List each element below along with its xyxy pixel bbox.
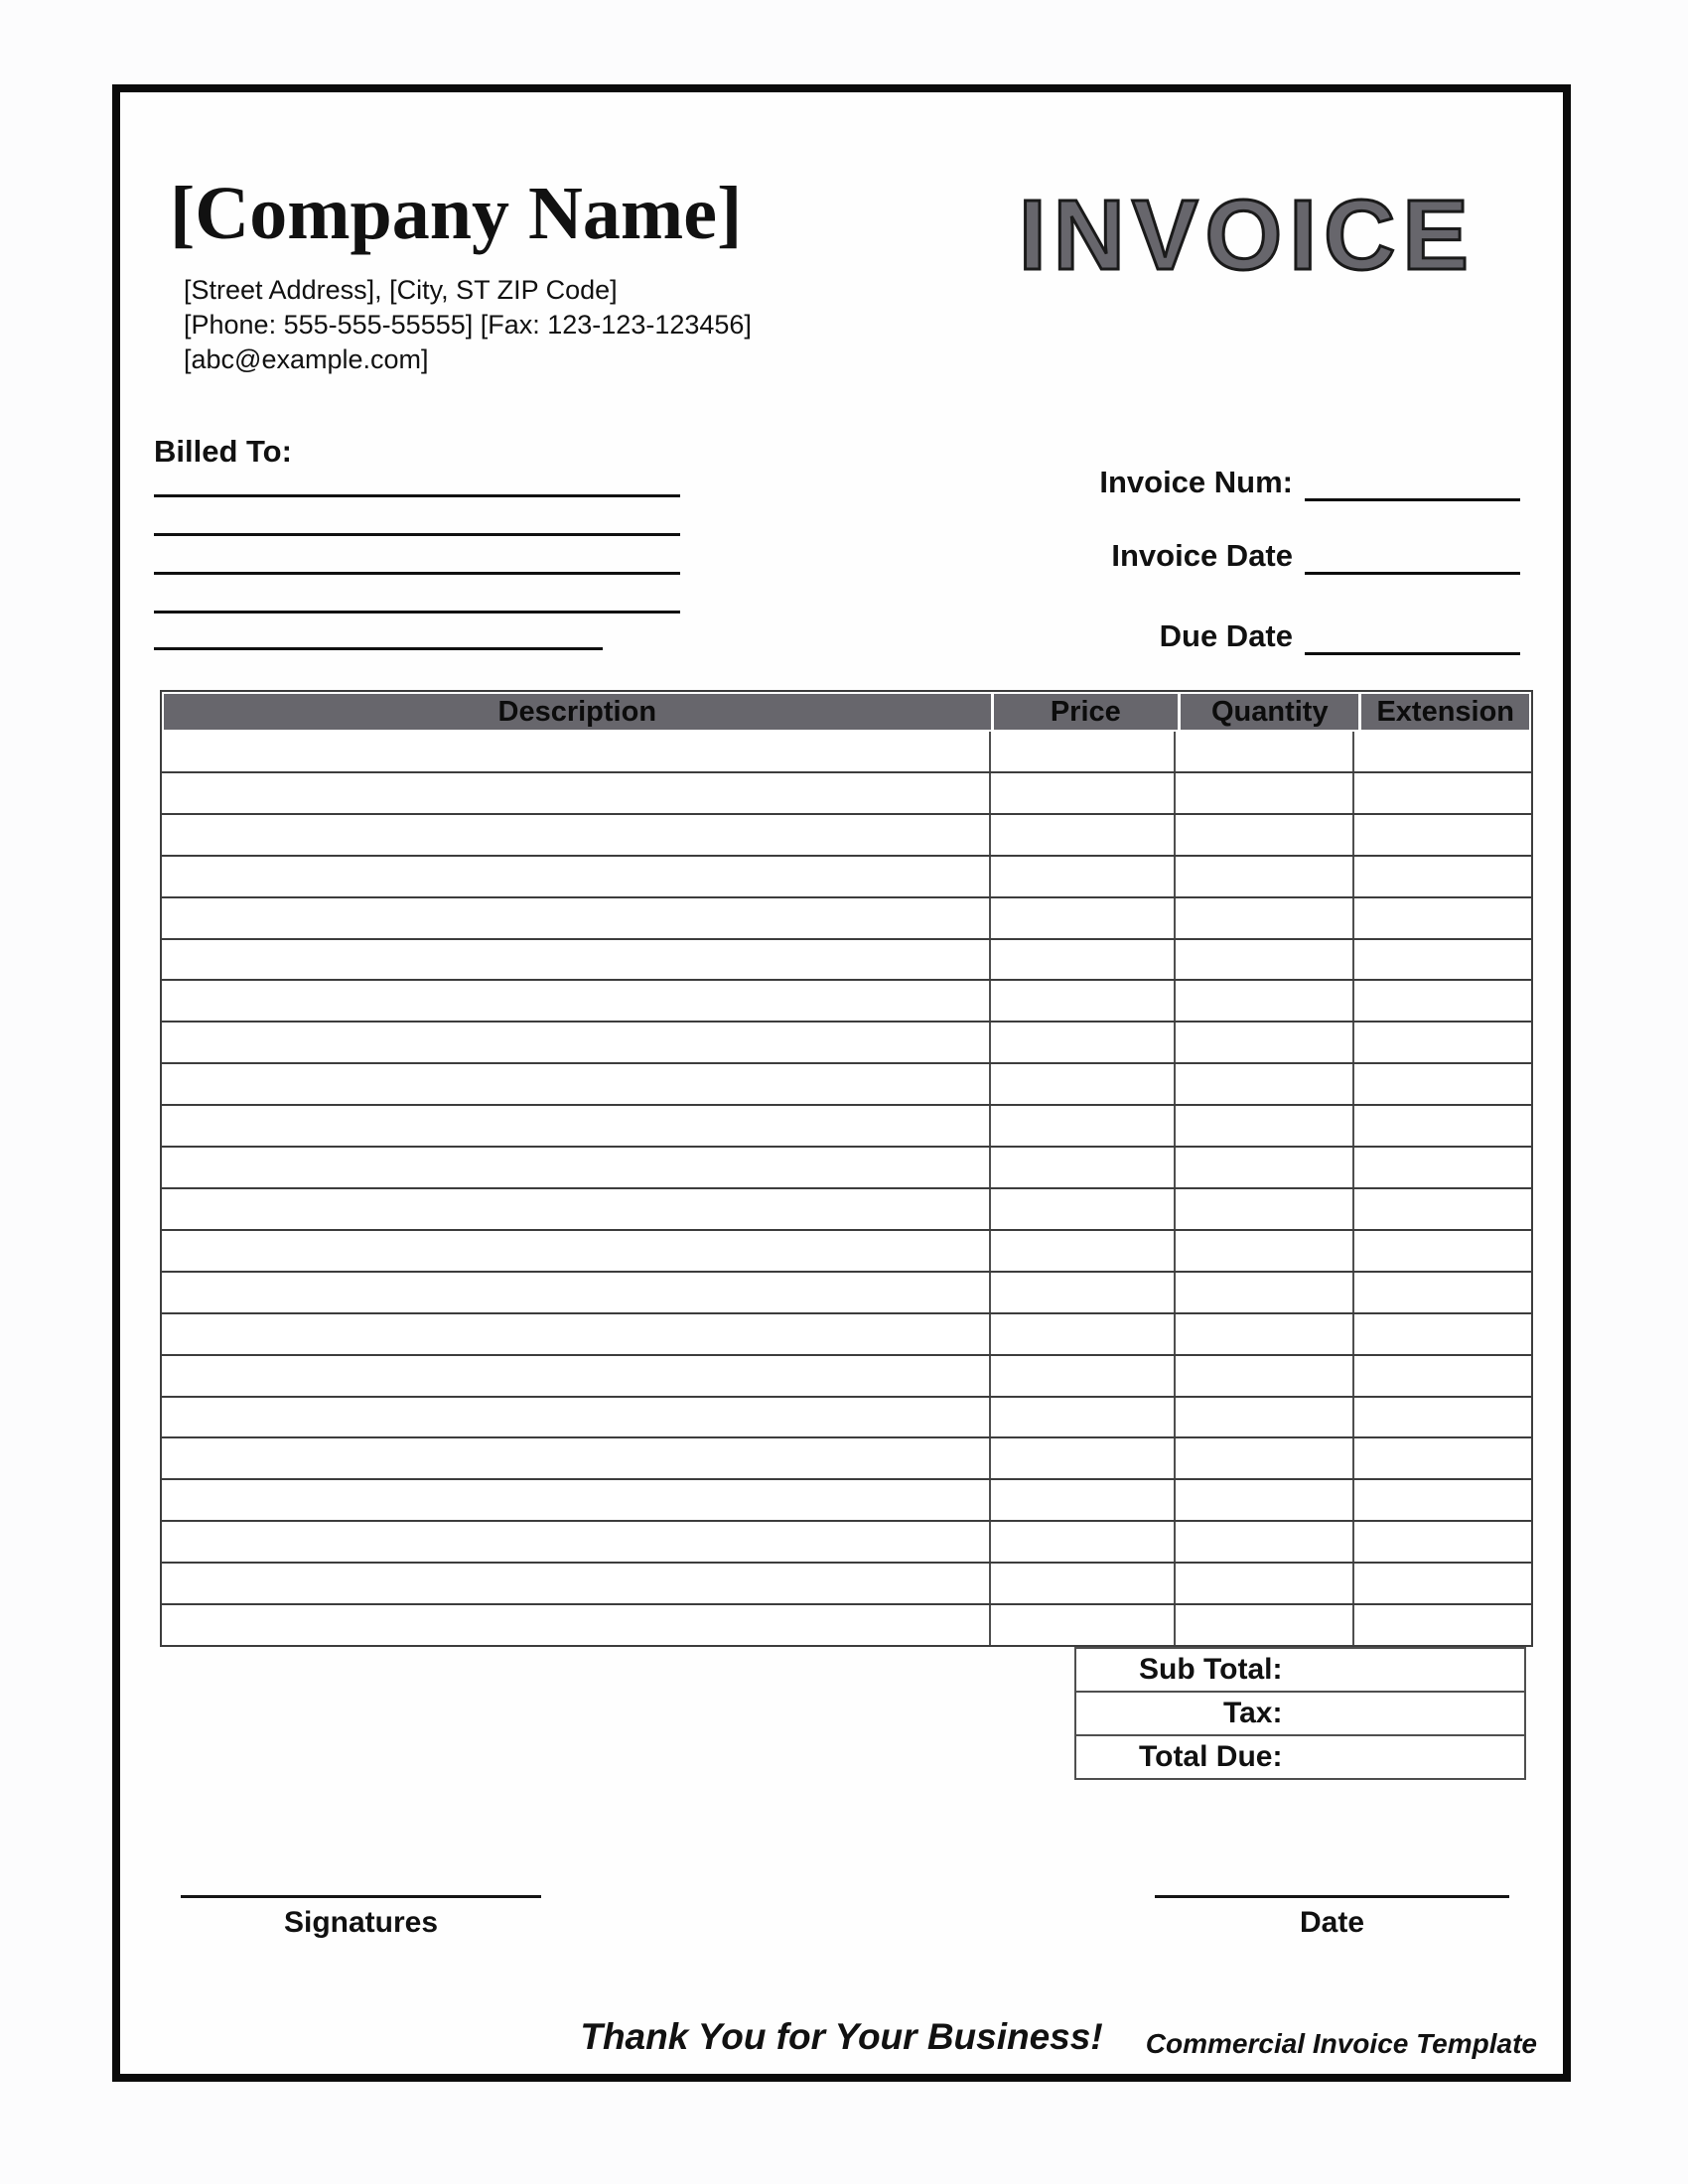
invoice-page — [112, 84, 1571, 2082]
invoice-date-field-label: Invoice Date — [1111, 538, 1293, 573]
table-cell[interactable] — [1354, 940, 1531, 980]
column-header-description: Description — [164, 694, 991, 730]
table-cell[interactable] — [1354, 1189, 1531, 1229]
table-cell[interactable] — [991, 1023, 1176, 1062]
total-due-row-value[interactable] — [1282, 1736, 1524, 1778]
table-cell[interactable] — [991, 1564, 1176, 1603]
table-cell[interactable] — [162, 773, 991, 813]
table-cell[interactable] — [1354, 1480, 1531, 1520]
table-cell[interactable] — [1176, 1106, 1354, 1146]
table-cell[interactable] — [1176, 1522, 1354, 1562]
table-cell[interactable] — [1354, 1023, 1531, 1062]
column-header-price: Price — [994, 694, 1178, 730]
billed-to-line[interactable] — [154, 494, 680, 497]
table-cell[interactable] — [162, 1064, 991, 1104]
company-address-line: [abc@example.com] — [184, 344, 429, 374]
billed-to-label: Billed To: — [154, 434, 292, 469]
due-date-field-row — [1160, 615, 1520, 655]
table-cell[interactable] — [991, 1314, 1176, 1354]
table-row — [162, 771, 1531, 813]
subtotal-row — [1076, 1649, 1524, 1691]
tax-row-value[interactable] — [1282, 1693, 1524, 1734]
table-body — [162, 732, 1531, 1645]
table-cell[interactable] — [991, 857, 1176, 896]
table-cell[interactable] — [1176, 1605, 1354, 1645]
footer-template-label: Commercial Invoice Template — [1145, 2028, 1537, 2059]
table-cell[interactable] — [162, 857, 991, 896]
line-items-table — [160, 690, 1533, 1647]
subtotal-row-label: Sub Total: — [1139, 1653, 1283, 1686]
date-line[interactable] — [1155, 1860, 1509, 1898]
signature-label: Signatures — [283, 1906, 439, 1939]
table-cell[interactable] — [162, 1106, 991, 1146]
table-cell[interactable] — [1354, 732, 1531, 771]
table-cell[interactable] — [162, 1522, 991, 1562]
column-header-extension: Extension — [1361, 694, 1529, 730]
table-cell[interactable] — [1354, 773, 1531, 813]
table-cell[interactable] — [991, 940, 1176, 980]
signature-line[interactable] — [181, 1860, 541, 1898]
table-row — [162, 1520, 1531, 1562]
table-row — [162, 1062, 1531, 1104]
table-cell[interactable] — [991, 1480, 1176, 1520]
table-row — [162, 1271, 1531, 1312]
table-cell[interactable] — [1176, 1480, 1354, 1520]
table-cell[interactable] — [991, 1231, 1176, 1271]
table-row — [162, 1187, 1531, 1229]
due-date-field-label: Due Date — [1159, 618, 1293, 653]
table-cell[interactable] — [1176, 815, 1354, 855]
table-cell[interactable] — [162, 1273, 991, 1312]
table-cell[interactable] — [991, 1438, 1176, 1478]
table-cell[interactable] — [991, 1522, 1176, 1562]
table-cell[interactable] — [1354, 1106, 1531, 1146]
table-cell[interactable] — [991, 732, 1176, 771]
total-due-row-label: Total Due: — [1139, 1740, 1283, 1773]
table-cell[interactable] — [162, 732, 991, 771]
table-cell[interactable] — [162, 1438, 991, 1478]
table-row — [162, 1229, 1531, 1271]
table-cell[interactable] — [1176, 1314, 1354, 1354]
table-cell[interactable] — [1176, 940, 1354, 980]
table-row — [162, 1603, 1531, 1645]
table-cell[interactable] — [162, 1023, 991, 1062]
tax-row — [1076, 1691, 1524, 1734]
table-cell[interactable] — [1176, 857, 1354, 896]
tax-row-label: Tax: — [1222, 1697, 1283, 1729]
table-cell[interactable] — [1176, 1023, 1354, 1062]
table-row — [162, 1146, 1531, 1187]
footer-thanks-message: Thank You for Your Business! — [580, 2016, 1103, 2057]
table-cell[interactable] — [1354, 1064, 1531, 1104]
table-cell[interactable] — [162, 898, 991, 938]
table-row — [162, 938, 1531, 980]
subtotal-row-value[interactable] — [1282, 1649, 1524, 1691]
table-cell[interactable] — [1354, 1314, 1531, 1354]
table-row — [162, 1396, 1531, 1437]
table-row — [162, 732, 1531, 771]
table-cell[interactable] — [1176, 1148, 1354, 1187]
table-cell[interactable] — [162, 1148, 991, 1187]
table-cell[interactable] — [1354, 1148, 1531, 1187]
company-address-line: [Phone: 555-555-55555] [Fax: 123-123-123456] — [184, 310, 752, 340]
table-cell[interactable] — [991, 1189, 1176, 1229]
table-cell[interactable] — [1176, 1273, 1354, 1312]
table-row — [162, 1312, 1531, 1354]
table-cell[interactable] — [1176, 773, 1354, 813]
due-date-field[interactable] — [1305, 616, 1520, 655]
table-cell[interactable] — [991, 1605, 1176, 1645]
table-cell[interactable] — [162, 1314, 991, 1354]
total-due-row — [1076, 1734, 1524, 1778]
billed-to-line[interactable] — [154, 611, 680, 614]
table-row — [162, 1436, 1531, 1478]
billed-to-line[interactable] — [154, 572, 680, 575]
invoice-num-field[interactable] — [1305, 463, 1520, 501]
company-address — [184, 273, 752, 377]
table-cell[interactable] — [162, 1231, 991, 1271]
invoice-num-field-label: Invoice Num: — [1099, 465, 1293, 499]
table-row — [162, 813, 1531, 855]
table-cell[interactable] — [991, 1398, 1176, 1437]
table-cell[interactable] — [1354, 1273, 1531, 1312]
date-label: Date — [1299, 1906, 1365, 1939]
table-row — [162, 1562, 1531, 1603]
table-row — [162, 1104, 1531, 1146]
table-row — [162, 896, 1531, 938]
table-cell[interactable] — [1354, 981, 1531, 1021]
table-cell[interactable] — [991, 1356, 1176, 1396]
table-cell[interactable] — [1354, 1564, 1531, 1603]
table-cell[interactable] — [991, 981, 1176, 1021]
table-cell[interactable] — [1354, 815, 1531, 855]
table-cell[interactable] — [1354, 898, 1531, 938]
table-cell[interactable] — [1354, 1605, 1531, 1645]
invoice-date-field[interactable] — [1305, 536, 1520, 575]
table-cell[interactable] — [1176, 1356, 1354, 1396]
date-block — [1155, 1860, 1509, 1940]
table-row — [162, 855, 1531, 896]
table-cell[interactable] — [162, 981, 991, 1021]
table-cell[interactable] — [1354, 1356, 1531, 1396]
table-cell[interactable] — [991, 1106, 1176, 1146]
table-cell[interactable] — [1354, 1231, 1531, 1271]
signature-block — [181, 1860, 541, 1940]
table-cell[interactable] — [1176, 1564, 1354, 1603]
table-cell[interactable] — [1176, 1398, 1354, 1437]
table-cell[interactable] — [991, 1273, 1176, 1312]
table-cell[interactable] — [991, 773, 1176, 813]
table-cell[interactable] — [1176, 1438, 1354, 1478]
table-cell[interactable] — [991, 815, 1176, 855]
table-row — [162, 1354, 1531, 1396]
invoice-date-field-row — [1111, 535, 1520, 575]
table-cell[interactable] — [991, 898, 1176, 938]
table-cell[interactable] — [162, 1356, 991, 1396]
table-cell[interactable] — [162, 1189, 991, 1229]
column-header-quantity: Quantity — [1181, 694, 1358, 730]
table-cell[interactable] — [1354, 1438, 1531, 1478]
billed-to-line[interactable] — [154, 533, 680, 536]
billed-to-line[interactable] — [154, 647, 603, 650]
table-cell[interactable] — [1176, 898, 1354, 938]
table-cell[interactable] — [1354, 857, 1531, 896]
table-cell[interactable] — [991, 1148, 1176, 1187]
totals-box — [1074, 1647, 1526, 1780]
table-cell[interactable] — [1176, 1189, 1354, 1229]
table-cell[interactable] — [162, 940, 991, 980]
invoice-num-field-row — [1099, 462, 1520, 501]
table-cell[interactable] — [1354, 1398, 1531, 1437]
table-header-row — [162, 692, 1531, 732]
table-cell[interactable] — [991, 1064, 1176, 1104]
table-row — [162, 1021, 1531, 1062]
table-cell[interactable] — [162, 1398, 991, 1437]
table-cell[interactable] — [1176, 1064, 1354, 1104]
table-cell[interactable] — [162, 1480, 991, 1520]
company-address-line: [Street Address], [City, ST ZIP Code] — [184, 275, 618, 305]
table-row — [162, 1478, 1531, 1520]
table-cell[interactable] — [162, 1564, 991, 1603]
table-cell[interactable] — [1176, 981, 1354, 1021]
company-name: [Company Name] — [170, 172, 743, 255]
table-cell[interactable] — [1176, 1231, 1354, 1271]
table-row — [162, 979, 1531, 1021]
table-cell[interactable] — [162, 815, 991, 855]
table-cell[interactable] — [162, 1605, 991, 1645]
invoice-title: INVOICE — [1018, 180, 1476, 291]
table-cell[interactable] — [1354, 1522, 1531, 1562]
table-cell[interactable] — [1176, 732, 1354, 771]
